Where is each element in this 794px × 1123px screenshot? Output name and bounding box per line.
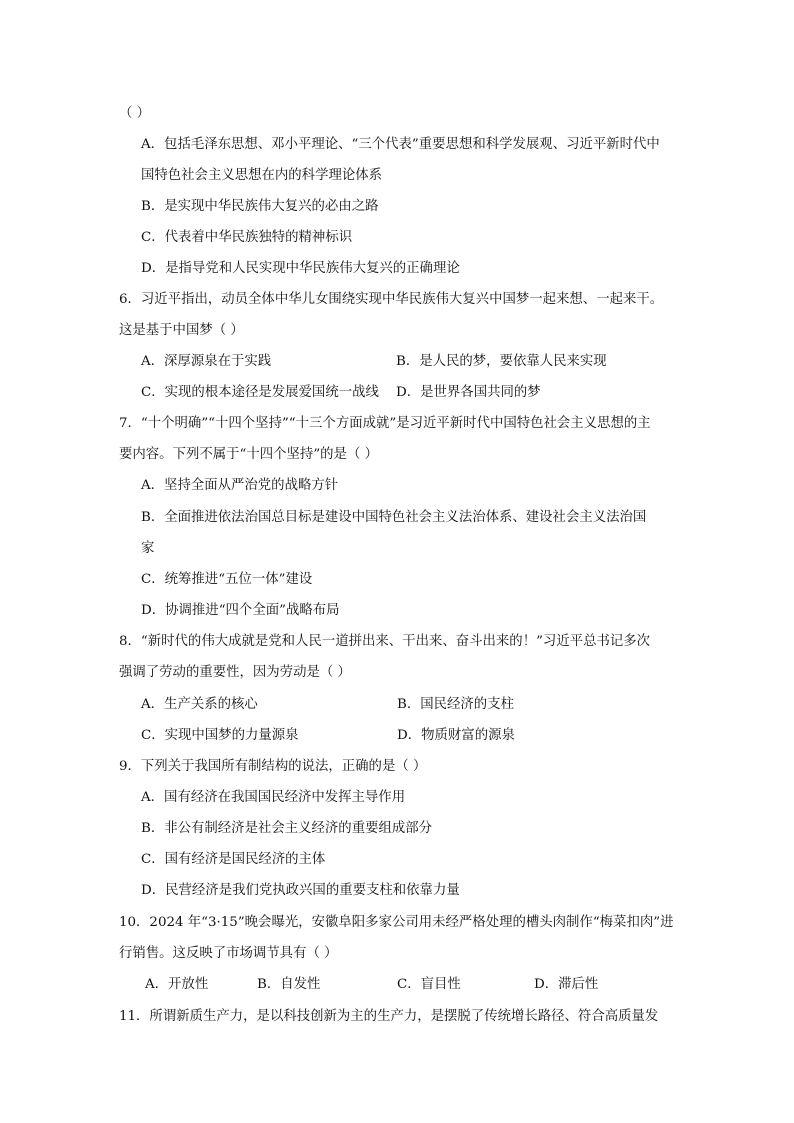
q7-option-d: D．协调推进“四个全面”战略布局: [141, 603, 340, 618]
q8-option-b: B．国民经济的支柱: [397, 697, 514, 712]
q8-stem-line2: 强调了劳动的重要性，因为劳动是（ ）: [119, 665, 351, 680]
q10-stem-line1: 10．2024 年“3·15”晚会曝光，安徽阜阳多家公司用未经严格处理的槽头肉制作“梅菜扣肉”进: [119, 915, 674, 930]
q5-option-d: D．是指导党和人民实现中华民族伟大复兴的正确理论: [141, 261, 460, 276]
q9-option-a: A．国有经济在我国国民经济中发挥主导作用: [141, 790, 406, 805]
q7-stem-line2: 要内容。下列不属于“十四个坚持”的是（ ）: [119, 447, 378, 462]
q7-option-b-line2: 家: [141, 541, 155, 556]
q11-stem-line1: 11．所谓新质生产力，是以科技创新为主的生产力，是摆脱了传统增长路径、符合高质量发: [119, 1009, 659, 1024]
q7-option-c: C．统筹推进“五位一体”建设: [141, 572, 313, 587]
q5-option-a-line2: 国特色社会主义思想在内的科学理论体系: [141, 168, 383, 183]
q8-option-c: C．实现中国梦的力量源泉: [141, 728, 299, 743]
q10-option-d: D．滞后性: [534, 977, 599, 992]
q9-option-c: C．国有经济是国民经济的主体: [141, 852, 326, 867]
q8-stem-line1: 8．“新时代的伟大成就是党和人民一道拼出来、干出来、奋斗出来的！”习近平总书记多次: [119, 634, 651, 649]
q6-stem-line1: 6．习近平指出，动员全体中华儿女围绕实现中华民族伟大复兴中国梦一起来想、一起来干。: [119, 292, 664, 307]
q10-option-b: B．自发性: [257, 977, 321, 992]
q8-option-a: A．生产关系的核心: [141, 697, 258, 712]
q9-option-d: D．民营经济是我们党执政兴国的重要支柱和依靠力量: [141, 883, 460, 898]
q10-option-c: C．盲目性: [397, 977, 461, 992]
q7-stem-line1: 7．“十个明确”“十四个坚持”“十三个方面成就”是习近平新时代中国特色社会主义思想的主: [119, 416, 651, 431]
q6-option-c: C．实现的根本途径是发展爱国统一战线: [141, 385, 379, 400]
q6-option-b: B．是人民的梦，要依靠人民来实现: [396, 354, 607, 369]
q5-option-b: B．是实现中华民族伟大复兴的必由之路: [141, 199, 379, 214]
q10-option-a: A．开放性: [145, 977, 209, 992]
q9-option-b: B．非公有制经济是社会主义经济的重要组成部分: [141, 821, 433, 836]
q8-option-d: D．物质财富的源泉: [397, 728, 515, 743]
q6-option-a: A．深厚源泉在于实践: [141, 354, 272, 369]
q9-stem: 9．下列关于我国所有制结构的说法，正确的是（ ）: [119, 759, 427, 774]
q5-option-a-line1: A．包括毛泽东思想、邓小平理论、“三个代表”重要思想和科学发展观、习近平新时代中: [141, 137, 660, 152]
q6-stem-line2: 这是基于中国梦（ ）: [119, 323, 244, 338]
q5-stem-tail: （ ）: [119, 106, 151, 121]
q7-option-a: A．坚持全面从严治党的战略方针: [141, 478, 339, 493]
q10-stem-line2: 行销售。这反映了市场调节具有（ ）: [119, 946, 338, 961]
q5-option-c: C．代表着中华民族独特的精神标识: [141, 230, 353, 245]
q7-option-b-line1: B．全面推进依法治国总目标是建设中国特色社会主义法治体系、建设社会主义法治国: [141, 510, 647, 525]
q6-option-d: D．是世界各国共同的梦: [396, 385, 541, 400]
